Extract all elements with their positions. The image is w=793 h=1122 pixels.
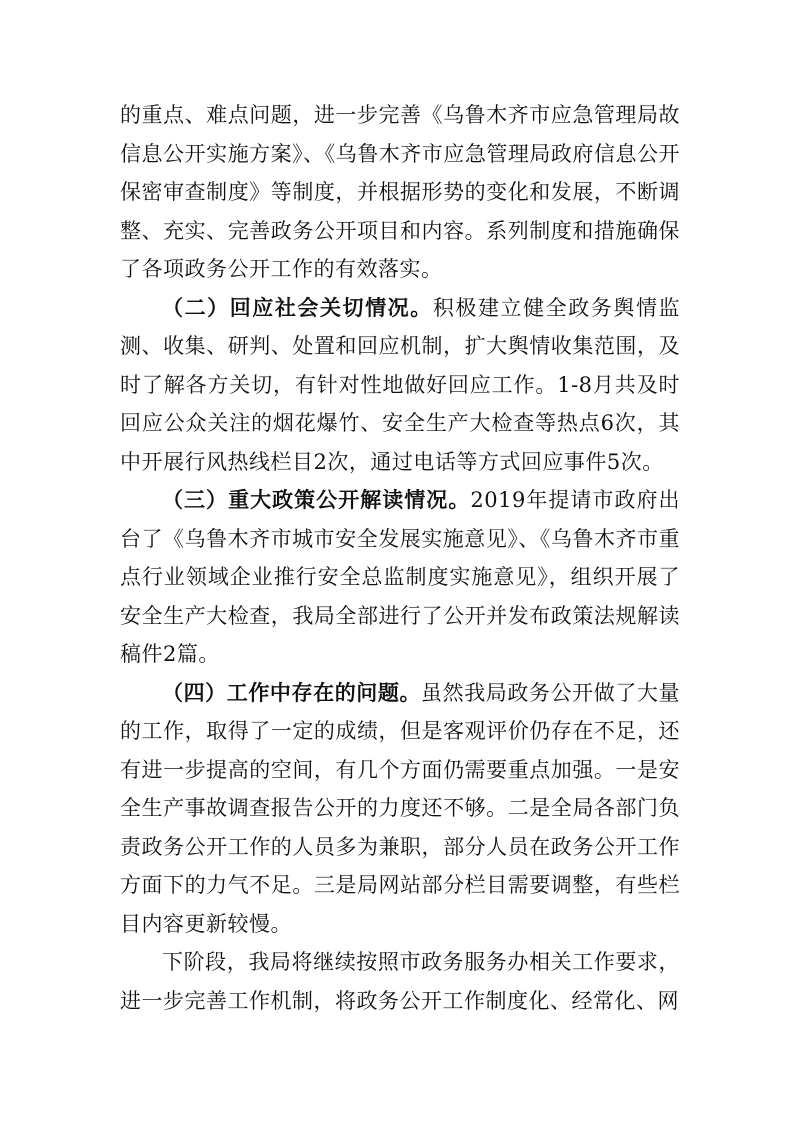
- paragraph-social-concerns: [120, 289, 680, 482]
- paragraph-policy-interpretation: [120, 481, 680, 674]
- section-heading: （二）回应社会关切情况。: [162, 295, 433, 320]
- paragraph-text: 下阶段，我局将继续按照市政务服务办相关工作要求，进一步完善工作机制，将政务公开工作制度化、经常化、网: [120, 950, 680, 1013]
- paragraph-problems: [120, 674, 680, 944]
- paragraph-continuation: [120, 96, 680, 289]
- paragraph-text: 的重点、难点问题，进一步完善《乌鲁木齐市应急管理局故信息公开实施方案》、《乌鲁木齐市应急管理局政府信息公开保密审查制度》等制度，并根据形势的变化和发展，不断调整、充实、完善政务公开项目和内容。系列制度和措施确保了各项政务公开工作的有效落实。: [120, 103, 680, 281]
- paragraph-text: 2019年提请市政府出台了《乌鲁木齐市城市安全发展实施意见》、《乌鲁木齐市重点行业领域企业推行安全总监制度实施意见》，组织开展了安全生产大检查，我局全部进行了公开并发布政策法规解读稿件2篇。: [120, 488, 681, 666]
- paragraph-text: 积极建立健全政务舆情监测、收集、研判、处置和回应机制，扩大舆情收集范围，及时了解各方关切，有针对性地做好回应工作。1-8月共及时回应公众关注的烟花爆竹、安全生产大检查等热点6次，其中开展行风热线栏目2次，通过电话等方式回应事件5次。: [120, 295, 681, 474]
- paragraph-text: 虽然我局政务公开做了大量的工作，取得了一定的成绩，但是客观评价仍存在不足，还有进一步提高的空间，有几个方面仍需要重点加强。一是安全生产事故调查报告公开的力度还不够。二是全局各部门负责政务公开工作的人员多为兼职，部分人员在政务公开工作方面下的力气不足。三是局网站部分栏目需要调整，有些栏目内容更新较慢。: [120, 680, 681, 936]
- document-page: [120, 96, 680, 1020]
- section-heading: （三）重大政策公开解读情况。: [162, 488, 471, 512]
- paragraph-next-steps: [120, 943, 680, 1020]
- section-heading: （四）工作中存在的问题。: [162, 680, 422, 705]
